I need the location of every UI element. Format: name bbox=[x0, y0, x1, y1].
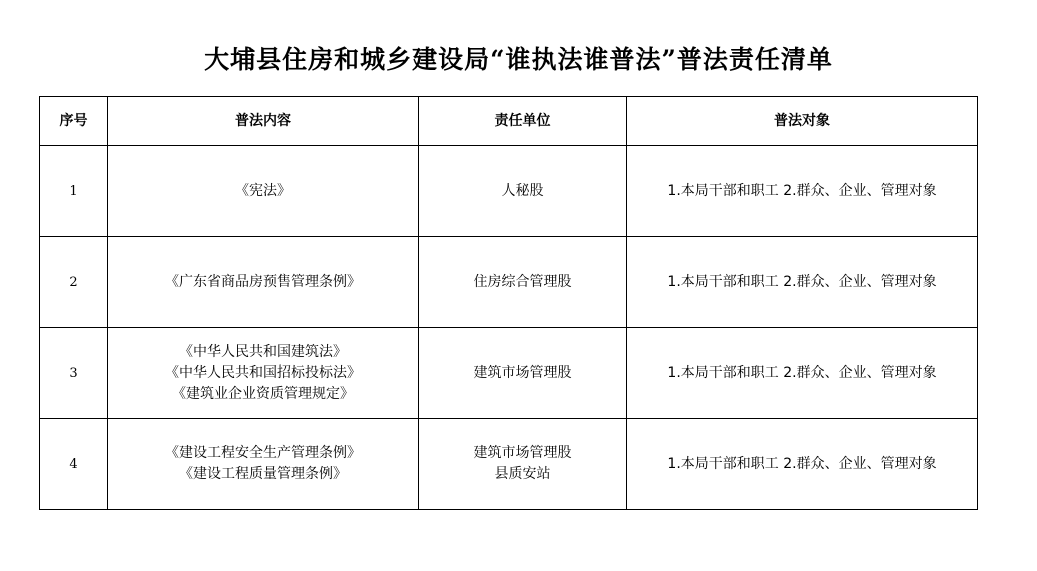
table-row bbox=[40, 237, 978, 328]
law-title: 《中华人民共和国招标投标法》 bbox=[165, 364, 361, 381]
header-unit: 责任单位 bbox=[419, 97, 627, 146]
unit-name: 建筑市场管理股 bbox=[473, 364, 572, 381]
cell-unit bbox=[419, 146, 627, 237]
header-seq: 序号 bbox=[40, 97, 108, 146]
cell-seq: 1 bbox=[40, 146, 108, 237]
unit-name: 建筑市场管理股 bbox=[473, 445, 572, 461]
cell-target: 1.本局干部和职工 2.群众、企业、管理对象 bbox=[627, 146, 978, 237]
cell-content bbox=[108, 146, 419, 237]
law-title: 《建设工程质量管理条例》 bbox=[179, 466, 347, 482]
law-title: 《中华人民共和国建筑法》 bbox=[179, 343, 347, 360]
cell-seq: 3 bbox=[40, 328, 108, 419]
document-title: 大埔县住房和城乡建设局“谁执法谁普法”普法责任清单 bbox=[204, 45, 833, 74]
law-title: 《建筑业企业资质管理规定》 bbox=[172, 385, 354, 402]
table-row bbox=[40, 146, 978, 237]
cell-content bbox=[108, 328, 419, 419]
cell-target: 1.本局干部和职工 2.群众、企业、管理对象 bbox=[627, 328, 978, 419]
law-title: 《宪法》 bbox=[235, 182, 291, 199]
law-title: 《建设工程安全生产管理条例》 bbox=[165, 445, 361, 461]
cell-unit bbox=[419, 419, 627, 510]
header-content: 普法内容 bbox=[108, 97, 419, 146]
table-row bbox=[40, 419, 978, 510]
cell-content bbox=[108, 419, 419, 510]
header-target: 普法对象 bbox=[627, 97, 978, 146]
cell-unit bbox=[419, 328, 627, 419]
cell-target: 1.本局干部和职工 2.群众、企业、管理对象 bbox=[627, 237, 978, 328]
responsibility-table bbox=[39, 96, 978, 510]
unit-name: 住房综合管理股 bbox=[473, 273, 572, 290]
table-row bbox=[40, 328, 978, 419]
cell-target: 1.本局干部和职工 2.群众、企业、管理对象 bbox=[627, 419, 978, 510]
cell-content bbox=[108, 237, 419, 328]
law-title: 《广东省商品房预售管理条例》 bbox=[165, 273, 361, 290]
cell-seq: 2 bbox=[40, 237, 108, 328]
unit-name: 县质安站 bbox=[494, 466, 551, 482]
cell-unit bbox=[419, 237, 627, 328]
table-header-row bbox=[40, 97, 978, 146]
unit-name: 人秘股 bbox=[501, 182, 544, 199]
cell-seq: 4 bbox=[40, 419, 108, 510]
